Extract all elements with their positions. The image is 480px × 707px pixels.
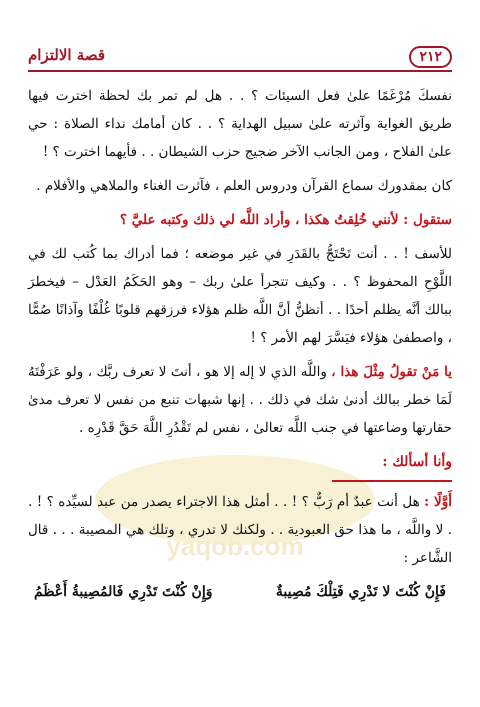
poetry-verse [28, 578, 452, 606]
running-title: قصة الالتزام [28, 46, 105, 64]
paragraph-2: كان بمقدورك سماع القرآن ودروس العلم ، فآثرت الغناء والملاهي والأفلام . [36, 178, 452, 194]
paragraph-1: نفسكَ مُرْغَمًا علىٰ فعل السيئات ؟ . . هل لم تمر بك لحظة اخترت فيها طريق الغواية وآثرته علىٰ سبيل الهداية ؟ . . كان أمامك نداء الصلاة : حي علىٰ الفلاح ، ومن الجانب الآخر ضجيج حزب الشيطان . . فأيهما اخترت ؟ ! [28, 88, 452, 160]
verse-second-hemistich: وَإِنْ كُنْتَ تَدْرِي فَالمُصِيبةُ أَعْظَمُ [34, 584, 213, 600]
page-body [28, 82, 452, 606]
section-heading: وأنا أسألك : [382, 454, 452, 470]
watermark-text: yaqob.com [166, 531, 304, 561]
paragraph-5-highlight: يا مَنْ تقولُ مِثْلَ هذا ، [331, 364, 453, 380]
header-divider [28, 70, 452, 72]
page-number: ٢١٢ [409, 46, 452, 68]
heading-underline [332, 480, 452, 482]
paragraph-5 [28, 358, 452, 442]
paragraph-3-quote: ستقول : لأنني خُلِقتُ هكذا ، وأراد اللَّه لي ذلك وكتبه عليَّ ؟ [119, 212, 452, 228]
paragraph-6 [28, 488, 452, 572]
paragraph-4: للأسف ! . . أنت تَحْتَجُّ بالقَدَرِ في غير موضعه ؛ فما أدراك بما كُتب لك في اللَّوْحِ المحفوظ ؟ . . وكيف تتجرأ علىٰ ربك – وهو الحَكَمُ العَدْل – فيخطرَ ببالك أنَّه يظلم أحدًا . . أتظنُّ أنَّ اللَّه ظلم هؤلاء فرزقهم قلوبًا غُلْفًا وآذانًا صُمًّا ، واصطفىٰ هؤلاء فيَسَّرَ لهم الأمر ؟ ! [28, 246, 452, 346]
page-header [28, 44, 452, 70]
verse-first-hemistich: فَإِنْ كُنْتَ لا تَدْرِي فَتِلْكَ مُصِيبةٌ [275, 584, 446, 600]
paragraph-6-highlight: أَوَّلًا : [424, 494, 452, 510]
paragraph-6-text: هل أنت عبدٌ أم رَبٌّ ؟ ! . . أمثل هذا الاجتراء يصدر من عبد لسيِّده ؟ ! . . لا واللَّه ، ما هذا حق العبودية . . ولكنك لا تدري ، وتلك هي المصيبة . . . قال الشَّاعر : [28, 494, 452, 566]
paragraph-5-text: واللَّه الذي لا إله إلا هو ، أنتَ لا تعرف ربَّك ، ولو عَرَفْتَهُ لَمَا خطر ببالك أدنىٰ شك في ذلك . . إنها شبهات تنبع من نفس لا تعرف مدىٰ حقارتها وضاعتها في جنب اللَّه تعالىٰ ، نفس لم تَقْدُرِ اللَّهَ حَقَّ قَدْرِه . [28, 364, 452, 436]
